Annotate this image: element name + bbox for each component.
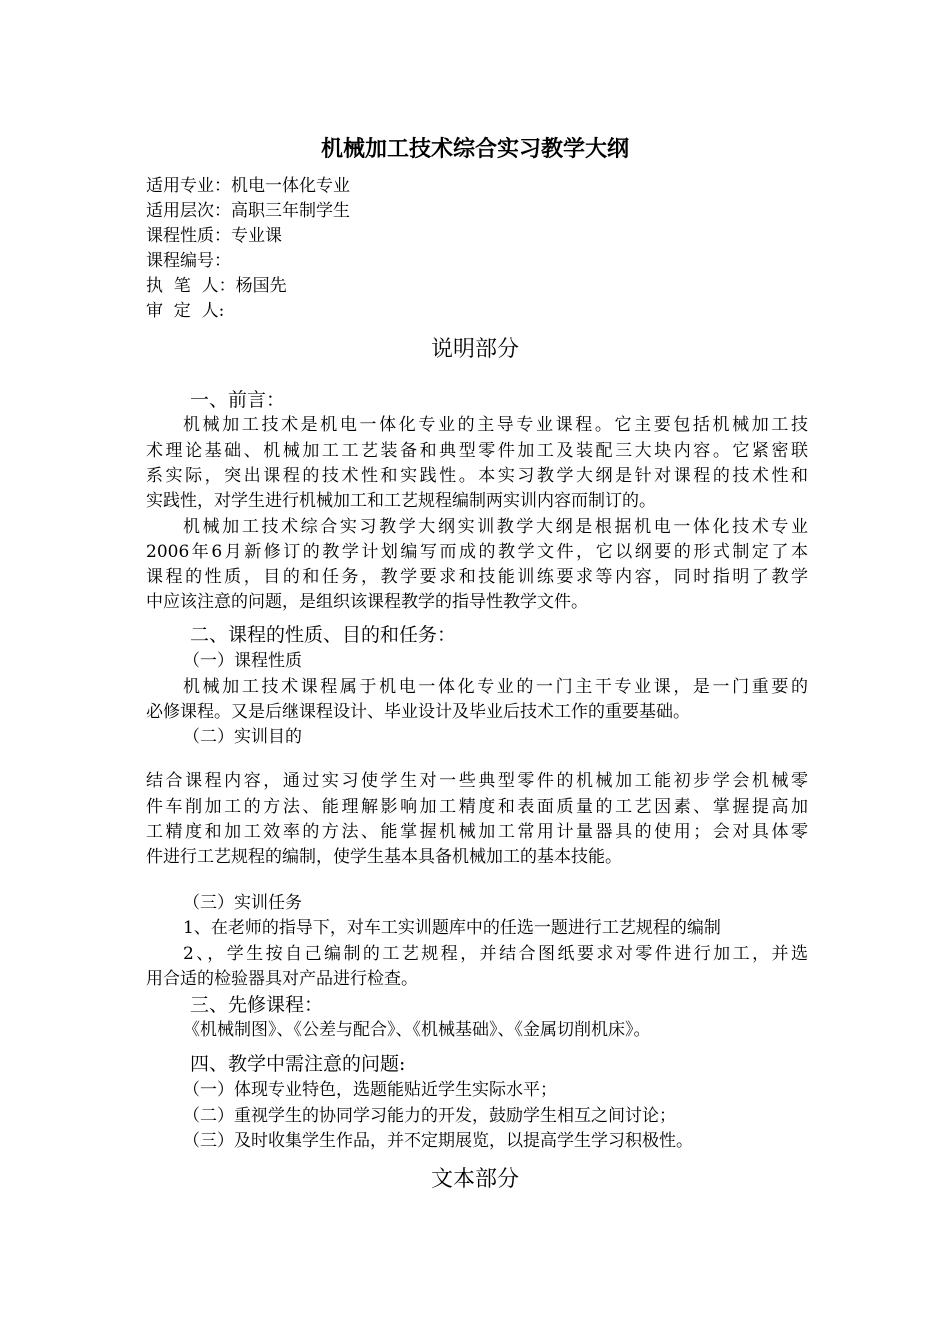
nature-sub1: （一）课程性质 <box>183 651 302 671</box>
notes-item-2: （二）重视学生的协同学习能力的开发，鼓励学生相互之间讨论； <box>183 1106 676 1126</box>
meta-nature: 课程性质：专业课 <box>146 226 282 246</box>
nature-p1-line1: 机械加工技术课程属于机电一体化专业的一门主干专业课，是一门重要的 <box>183 677 808 697</box>
task-2-line2: 用合适的检验器具对产品进行检查。 <box>146 969 418 989</box>
nature-p2-line1: 结合课程内容，通过实习使学生对一些典型零件的机械加工能初步学会机械零 <box>146 771 808 791</box>
prereq-heading: 三、先修课程： <box>190 994 324 1016</box>
preface-p1-line3: 系实际，突出课程的技术性和实践性。本实习教学大纲是针对课程的技术性和 <box>146 466 808 486</box>
preface-p2-line2: 2006年6月新修订的教学计划编写而成的教学文件，它以纲要的形式制定了本 <box>146 542 808 562</box>
preface-p1-line4: 实践性，对学生进行机械加工和工艺规程编制两实训内容而制订的。 <box>146 491 656 511</box>
nature-p2-line4: 件进行工艺规程的编制，使学生基本具备机械加工的基本技能。 <box>146 847 622 867</box>
section-heading-text: 文本部分 <box>430 1167 519 1192</box>
notes-heading: 四、教学中需注意的问题: <box>190 1053 406 1075</box>
nature-p2-line2: 件车削加工的方法、能理解影响加工精度和表面质量的工艺因素、掌握提高加 <box>146 797 808 817</box>
nature-heading: 二、课程的性质、目的和任务： <box>190 624 457 646</box>
nature-p1-line2: 必修课程。又是后继课程设计、毕业设计及毕业后技术工作的重要基础。 <box>146 702 690 722</box>
meta-reviewer: 审 定 人: <box>146 301 225 321</box>
meta-author: 执 笔 人：杨国先 <box>146 276 287 296</box>
nature-sub2: （二）实训目的 <box>183 727 302 747</box>
nature-p2-line3: 工精度和加工效率的方法、能掌握机械加工常用计量器具的使用；会对具体零 <box>146 822 808 842</box>
task-2-line1: 2、，学生按自己编制的工艺规程，并结合图纸要求对零件进行加工，并选 <box>183 944 808 964</box>
preface-p2-line3: 课程的性质，目的和任务，教学要求和技能训练要求等内容，同时指明了教学 <box>146 567 808 587</box>
task-1: 1、在老师的指导下，对车工实训题库中的任选一题进行工艺规程的编制 <box>183 918 721 938</box>
meta-level: 适用层次：高职三年制学生 <box>146 201 350 221</box>
notes-item-1: （一）体现专业特色，选题能贴近学生实际水平； <box>183 1080 557 1100</box>
meta-major: 适用专业：机电一体化专业 <box>146 176 350 196</box>
preface-p2-line4: 中应该注意的问题，是组织该课程教学的指导性教学文件。 <box>146 592 588 612</box>
notes-item-3: （三）及时收集学生作品，并不定期展览，以提高学生学习积极性。 <box>183 1131 693 1151</box>
preface-p2-line1: 机械加工技术综合实习教学大纲实训教学大纲是根据机电一体化技术专业 <box>183 517 808 537</box>
meta-code: 课程编号： <box>146 251 231 271</box>
document-title: 机械加工技术综合实习教学大纲 <box>320 137 629 162</box>
preface-p1-line2: 术理论基础、机械加工工艺装备和典型零件加工及装配三大块内容。它紧密联 <box>146 441 808 461</box>
nature-sub3: （三）实训任务 <box>183 893 302 913</box>
prereq-courses: 《机械制图》、《公差与配合》、《机械基础》、《金属切削机床》。 <box>183 1020 651 1040</box>
preface-p1-line1: 机械加工技术是机电一体化专业的主导专业课程。它主要包括机械加工技 <box>183 415 808 435</box>
section-heading-explanation: 说明部分 <box>430 337 519 362</box>
preface-heading: 一、前言： <box>190 389 286 411</box>
